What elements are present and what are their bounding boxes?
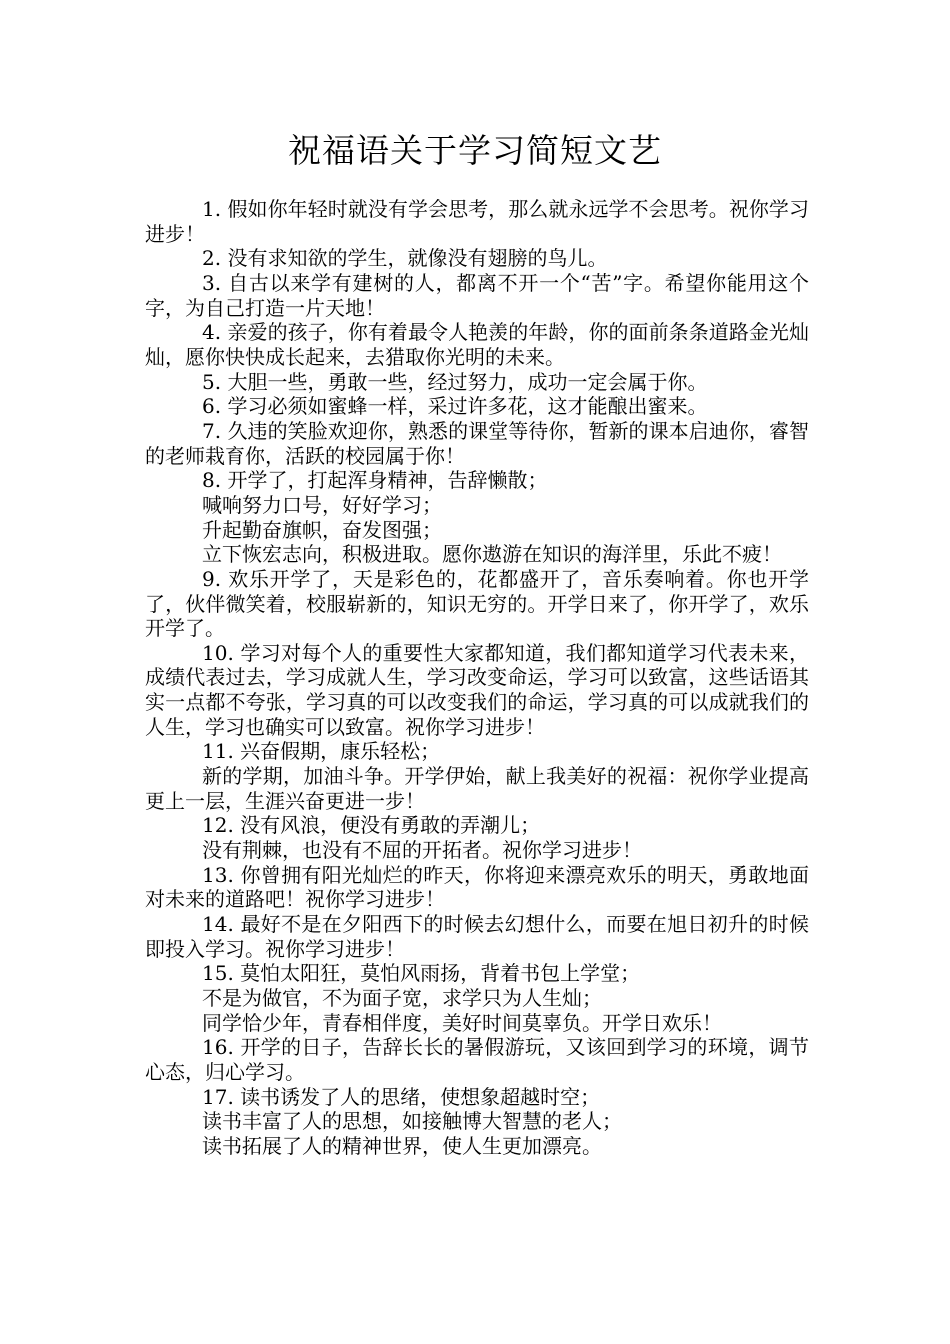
paragraph: 6. 学习必须如蜜蜂一样，采过许多花，这才能酿出蜜来。 (202, 394, 708, 419)
paragraph: 没有荆棘，也没有不屈的开拓者。祝你学习进步！ (202, 838, 642, 863)
paragraph: 9. 欢乐开学了，天是彩色的，花都盛开了，音乐奏响着。你也开学了，伙伴微笑着，校服崭新的，知识无穷的。开学日来了，你开学了，欢乐开学了。 (145, 566, 809, 641)
paragraph: 不是为做官，不为面子宽，求学只为人生灿； (202, 986, 602, 1010)
paragraph: 8. 开学了，打起浑身精神，告辞懒散； (202, 468, 548, 493)
paragraph: 17. 读书诱发了人的思绪，使想象超越时空； (202, 1084, 601, 1109)
paragraph: 1. 假如你年轻时就没有学会思考，那么就永远学不会思考。祝你学习进步！ (145, 197, 809, 246)
paragraph: 15. 莫怕太阳狂，莫怕风雨扬，背着书包上学堂； (202, 961, 641, 986)
paragraph: 12. 没有风浪，便没有勇敢的弄潮儿； (202, 813, 541, 838)
paragraph: 16. 开学的日子，告辞长长的暑假游玩，又该回到学习的环境，调节心态，归心学习。 (145, 1035, 809, 1084)
paragraph: 读书丰富了人的思想，如接触博大智慧的老人； (202, 1109, 622, 1134)
paragraph: 读书拓展了人的精神世界，使人生更加漂亮。 (202, 1133, 602, 1158)
paragraph: 2. 没有求知欲的学生，就像没有翅膀的鸟儿。 (202, 246, 608, 271)
paragraph: 4. 亲爱的孩子，你有着最令人艳羡的年龄，你的面前条条道路金光灿灿，愿你快快成长起来，去猎取你光明的未来。 (145, 320, 809, 369)
paragraph: 7. 久违的笑脸欢迎你，熟悉的课堂等待你，暂新的课本启迪你，睿智的老师栽育你，活跃的校园属于你！ (145, 418, 809, 468)
paragraph: 13. 你曾拥有阳光灿烂的昨天，你将迎来漂亮欢乐的明天，勇敢地面对未来的道路吧！祝你学习进步！ (145, 862, 809, 912)
paragraph: 新的学期，加油斗争。开学伊始，献上我美好的祝福：祝你学业提高更上一层，生涯兴奋更进一步！ (145, 764, 809, 813)
paragraph: 立下恢宏志向，积极进取。愿你遨游在知识的海洋里，乐此不疲！ (202, 542, 782, 567)
paragraph: 5. 大胆一些，勇敢一些，经过努力，成功一定会属于你。 (202, 369, 708, 394)
paragraph: 3. 自古以来学有建树的人，都离不开一个“苦”字。希望你能用这个字，为自己打造一片天地！ (145, 270, 809, 320)
paragraph: 11. 兴奋假期，康乐轻松； (202, 739, 441, 764)
paragraph: 同学恰少年，青春相伴度，美好时间莫辜负。开学日欢乐！ (202, 1010, 722, 1035)
paragraph: 10. 学习对每个人的重要性大家都知道，我们都知道学习代表未来，成绩代表过去，学习成就人生，学习改变命运，学习可以致富，这些话语其实一点都不夸张，学习真的可以改变我们的命运，学习真的可以成就我们的人生，学习也确实可以致富。祝你学习进步！ (145, 640, 809, 739)
paragraph: 喊响努力口号，好好学习； (202, 492, 442, 517)
document-title: 祝福语关于学习简短文艺 (288, 131, 662, 170)
paragraph: 升起勤奋旗帜，奋发图强； (202, 517, 442, 542)
paragraph: 14. 最好不是在夕阳西下的时候去幻想什么，而要在旭日初升的时候即投入学习。祝你学习进步！ (145, 912, 809, 961)
document-body (145, 197, 809, 1159)
